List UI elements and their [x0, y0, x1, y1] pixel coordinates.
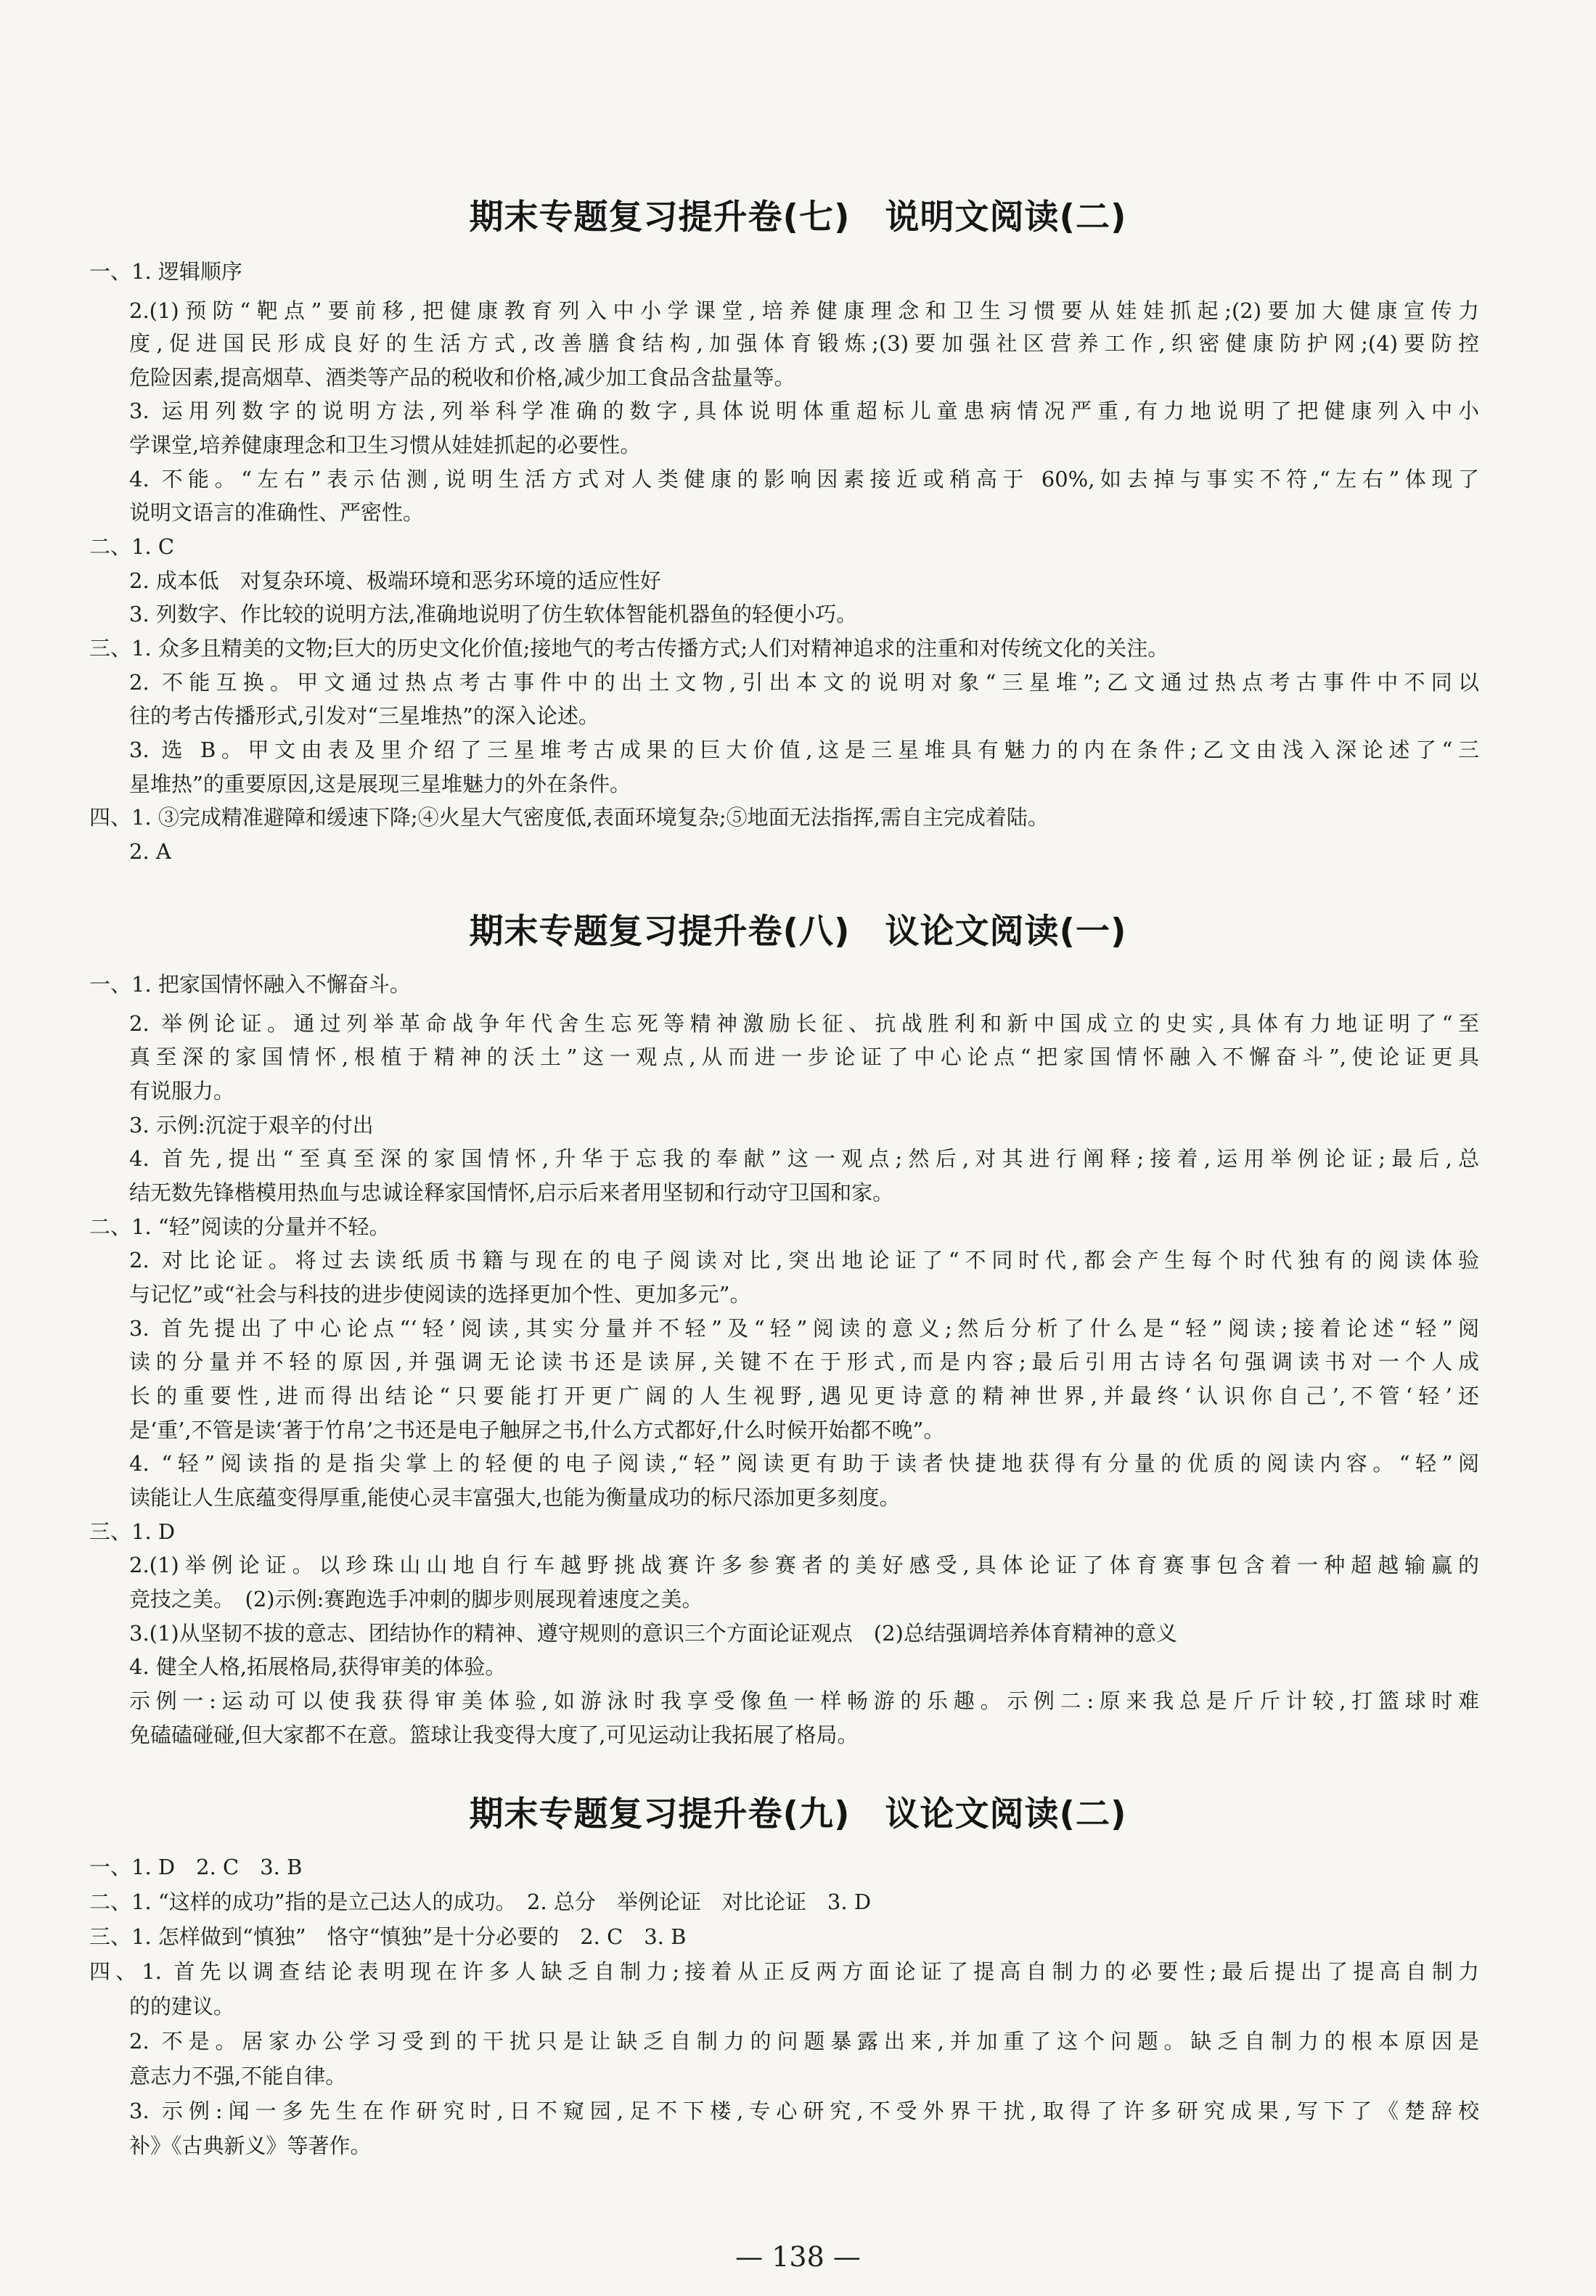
answer-line: 是‘重’,不管是读‘著于竹帛’之书还是电子触屏之书,什么方式都好,什么时候开始都不晚”。 — [129, 1418, 945, 1442]
answer-line: 结无数先锋楷模用热血与忠诚诠释家国情怀,启示后来者用坚韧和行动守卫国和家。 — [129, 1180, 894, 1205]
answer-line: 三、1. 怎样做到“慎独” 恪守“慎独”是十分必要的 2. C 3. B — [89, 1924, 687, 1949]
answer-line: 一、1. 逻辑顺序 — [89, 259, 242, 284]
answer-line: 四、1. ③完成精准避障和缓速下降;④火星大气密度低,表面环境复杂;⑤地面无法指挥,需自主完成着陆。 — [89, 805, 1049, 830]
answer-line: 2. A — [129, 839, 171, 864]
answer-line: 3.(1)从坚韧不拔的意志、团结协作的精神、遵守规则的意识三个方面论证观点 (2)总结强调培养体育精神的意义 — [129, 1621, 1177, 1646]
answer-line: 2. 不是。居家办公学习受到的干扰只是让缺乏自制力的问题暴露出来,并加重了这个问题。缺乏自制力的根本原因是 — [129, 2029, 1479, 2054]
answer-line: 2. 不能互换。甲文通过热点考古事件中的出土文物,引出本文的说明对象“三星堆”;乙文通过热点考古事件中不同以 — [129, 670, 1479, 695]
answer-line: 补》《古典新义》等著作。 — [129, 2133, 372, 2158]
answer-line: 读的分量并不轻的原因,并强调无论读书还是读屏,关键不在于形式,而是内容;最后引用古诗名句强调读书对一个人成 — [129, 1349, 1479, 1374]
answer-line: 4. “轻”阅读指的是指尖掌上的轻便的电子阅读,“轻”阅读更有助于读者快捷地获得有分量的优质的阅读内容。“轻”阅 — [129, 1451, 1479, 1476]
answer-line: 三、1. D — [89, 1519, 176, 1544]
answer-line: 3. 示例:闻一多先生在作研究时,日不窥园,足不下楼,专心研究,不受外界干扰,取得了许多研究成果,写下了《楚辞校 — [129, 2099, 1479, 2123]
answer-line: 4. 不能。“左右”表示估测,说明生活方式对人类健康的影响因素接近或稍高于 60%,如去掉与事实不符,“左右”体现了 — [129, 467, 1479, 491]
answer-line: 意志力不强,不能自律。 — [129, 2064, 347, 2088]
answer-line: 学课堂,培养健康理念和卫生习惯从娃娃抓起的必要性。 — [129, 433, 642, 457]
section-title-7: 期末专题复习提升卷(七) 说明文阅读(二) — [469, 197, 1127, 237]
answer-line: 的的建议。 — [129, 1994, 235, 2019]
answer-line: 二、1. “轻”阅读的分量并不轻。 — [89, 1214, 390, 1239]
answer-line: 一、1. D 2. C 3. B — [89, 1855, 303, 1879]
answer-line: 3. 首先提出了中心论点“‘轻’阅读,其实分量并不轻”及“轻”阅读的意义;然后分析了什么是“轻”阅读;接着论述“轻”阅 — [129, 1316, 1479, 1341]
answer-line: 危险因素,提高烟草、酒类等产品的税收和价格,减少加工食品含盐量等。 — [129, 365, 795, 390]
answer-line: 3. 列数字、作比较的说明方法,准确地说明了仿生软体智能机器鱼的轻便小巧。 — [129, 602, 858, 626]
answer-line: 二、1. “这样的成功”指的是立己达人的成功。 2. 总分 举例论证 对比论证 3. D — [89, 1889, 872, 1914]
answer-line: 星堆热”的重要原因,这是展现三星堆魅力的外在条件。 — [129, 772, 631, 796]
answer-line: 2. 成本低 对复杂环境、极端环境和恶劣环境的适应性好 — [129, 568, 661, 593]
answer-line: 二、1. C — [89, 534, 175, 559]
answer-line: 示例一:运动可以使我获得审美体验,如游泳时我享受像鱼一样畅游的乐趣。示例二:原来我总是斤斤计较,打篮球时难 — [129, 1688, 1479, 1713]
answer-line: 真至深的家国情怀,根植于精神的沃土”这一观点,从而进一步论证了中心论点“把家国情怀融入不懈奋斗”,使论证更具 — [129, 1045, 1479, 1069]
answer-line: 有说服力。 — [129, 1079, 235, 1103]
answer-line: 2.(1)预防“靶点”要前移,把健康教育列入中小学课堂,培养健康理念和卫生习惯要从娃娃抓起;(2)要加大健康宣传力 — [129, 298, 1479, 323]
answer-line: 4. 首先,提出“至真至深的家国情怀,升华于忘我的奉献”这一观点;然后,对其进行阐释;接着,运用举例论证;最后,总 — [129, 1146, 1479, 1171]
answer-line: 4. 健全人格,拓展格局,获得审美的体验。 — [129, 1654, 507, 1679]
section-title-9: 期末专题复习提升卷(九) 议论文阅读(二) — [469, 1794, 1127, 1834]
answer-line: 2. 对比论证。将过去读纸质书籍与现在的电子阅读对比,突出地论证了“不同时代,都会产生每个时代独有的阅读体验 — [129, 1248, 1479, 1272]
answer-line: 长的重要性,进而得出结论“只要能打开更广阔的人生视野,遇见更诗意的精神世界,并最终‘认识你自己’,不管‘轻’还 — [129, 1384, 1479, 1408]
answer-line: 说明文语言的准确性、严密性。 — [129, 500, 425, 525]
answer-line: 竞技之美。 (2)示例:赛跑选手冲刺的脚步则展现着速度之美。 — [129, 1587, 703, 1611]
answer-line: 3. 示例:沉淀于艰辛的付出 — [129, 1113, 374, 1137]
answer-line: 度,促进国民形成良好的生活方式,改善膳食结构,加强体育锻炼;(3)要加强社区营养工作,织密健康防护网;(4)要防控 — [129, 331, 1479, 356]
answer-line: 与记忆”或“社会与科技的进步使阅读的选择更加个性、更加多元”。 — [129, 1282, 751, 1307]
answer-line: 2.(1)举例论证。以珍珠山山地自行车越野挑战赛许多参赛者的美好感受,具体论证了体育赛事包含着一种超越输赢的 — [129, 1553, 1479, 1577]
answer-line: 读能让人生底蕴变得厚重,能使心灵丰富强大,也能为衡量成功的标尺添加更多刻度。 — [129, 1485, 901, 1510]
answer-line: 3. 选 B。甲文由表及里介绍了三星堆考古成果的巨大价值,这是三星堆具有魅力的内在条件;乙文由浅入深论述了“三 — [129, 738, 1479, 762]
answer-line: 2. 举例论证。通过列举革命战争年代舍生忘死等精神激励长征、抗战胜利和新中国成立的史实,具体有力地证明了“至 — [129, 1011, 1479, 1036]
section-title-8: 期末专题复习提升卷(八) 议论文阅读(一) — [469, 912, 1127, 952]
answer-line: 往的考古传播形式,引发对“三星堆热”的深入论述。 — [129, 703, 599, 728]
answer-line: 3. 运用列数字的说明方法,列举科学准确的数字,具体说明体重超标儿童患病情况严重,有力地说明了把健康列入中小 — [129, 399, 1479, 423]
answer-line: 一、1. 把家国情怀融入不懈奋斗。 — [89, 972, 411, 997]
answer-line: 免磕磕碰碰,但大家都不在意。篮球让我变得大度了,可见运动让我拓展了格局。 — [129, 1723, 859, 1747]
answer-line: 三、1. 众多且精美的文物;巨大的历史文化价值;接地气的考古传播方式;人们对精神追求的注重和对传统文化的关注。 — [89, 636, 1169, 661]
page-number: — 138 — — [735, 2241, 861, 2273]
answer-line: 四、1. 首先以调查结论表明现在许多人缺乏自制力;接着从正反两方面论证了提高自制力的必要性;最后提出了提高自制力 — [89, 1959, 1479, 1984]
